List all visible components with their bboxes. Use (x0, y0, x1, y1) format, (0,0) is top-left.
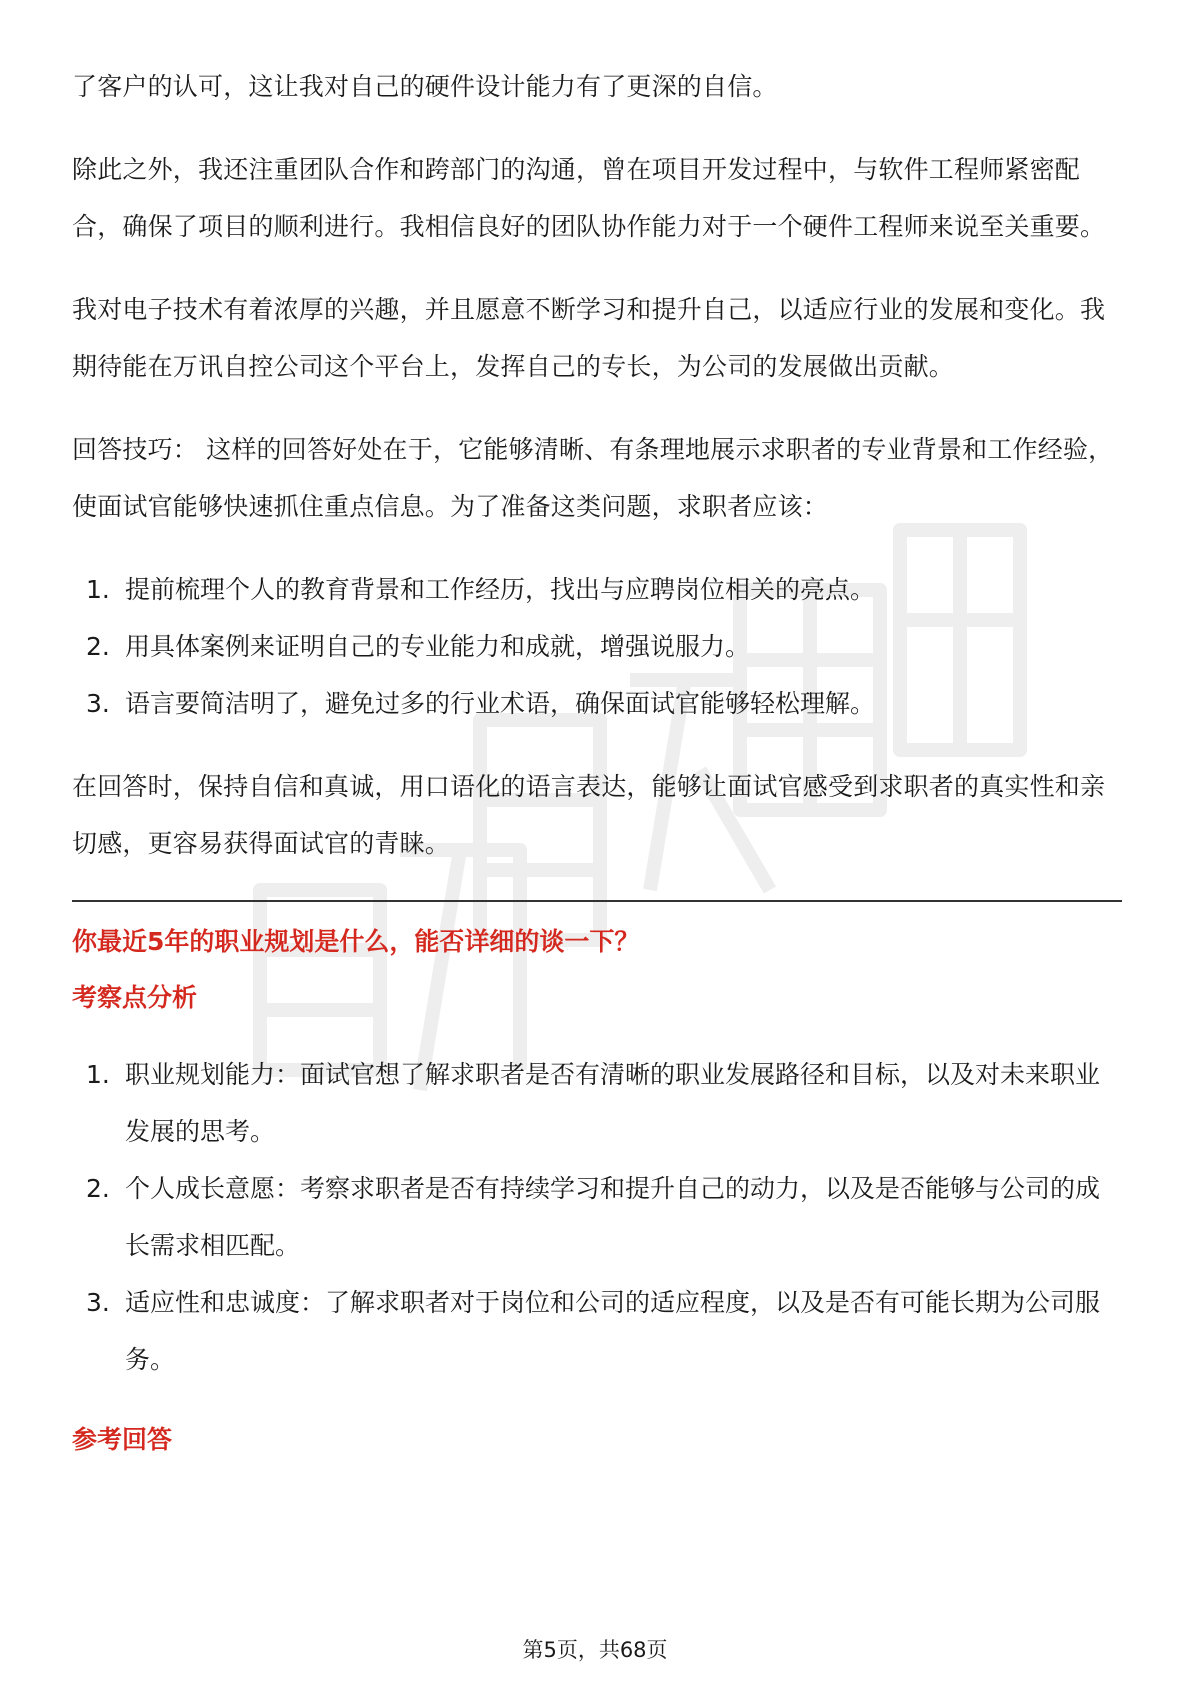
paragraph-teamwork: 除此之外，我还注重团队合作和跨部门的沟通，曾在项目开发过程中，与软件工程师紧密配合，确保了项目的顺利进行。我相信良好的团队协作能力对于一个硬件工程师来说至关重要。 (72, 155, 1106, 241)
list-number: 1. (86, 1060, 110, 1089)
list-text: 个人成长意愿：考察求职者是否有持续学习和提升自己的动力，以及是否能够与公司的成长需求相匹配。 (125, 1174, 1101, 1260)
list-item (72, 1274, 1122, 1388)
list-text: 职业规划能力：面试官想了解求职者是否有清晰的职业发展路径和目标，以及对未来职业发展的思考。 (125, 1060, 1101, 1146)
list-number: 1. (86, 575, 110, 604)
paragraph-customer-recognition: 了客户的认可，这让我对自己的硬件设计能力有了更深的自信。 (72, 72, 778, 101)
list-text: 用具体案例来证明自己的专业能力和成就，增强说服力。 (125, 632, 751, 661)
list-number: 3. (86, 1288, 110, 1317)
list-number: 3. (86, 689, 110, 718)
list-text: 语言要简洁明了，避免过多的行业术语，确保面试官能够轻松理解。 (125, 689, 876, 718)
paragraph-interest: 我对电子技术有着浓厚的兴趣，并且愿意不断学习和提升自己，以适应行业的发展和变化。我期待能在万讯自控公司这个平台上，发挥自己的专长，为公司的发展做出贡献。 (72, 295, 1106, 381)
reference-answer-heading: 参考回答 (72, 1425, 173, 1454)
list-item (72, 1160, 1122, 1274)
paragraph-answer-advice: 在回答时，保持自信和真诚，用口语化的语言表达，能够让面试官感受到求职者的真实性和亲切感，更容易获得面试官的青睐。 (72, 772, 1106, 858)
tips-list (72, 561, 1122, 732)
paragraph-answer-tips: 回答技巧： 这样的回答好处在于，它能够清晰、有条理地展示求职者的专业背景和工作经验，使面试官能够快速抓住重点信息。为了准备这类问题，求职者应该： (72, 435, 1114, 521)
list-item (72, 1046, 1122, 1160)
list-number: 2. (86, 1174, 110, 1203)
list-item (72, 675, 1122, 732)
list-item (72, 618, 1122, 675)
document-content (72, 58, 1122, 1468)
analysis-points-list (72, 1046, 1122, 1388)
list-text: 提前梳理个人的教育背景和工作经历，找出与应聘岗位相关的亮点。 (125, 575, 876, 604)
list-text: 适应性和忠诚度：了解求职者对于岗位和公司的适应程度，以及是否有可能长期为公司服务。 (125, 1288, 1101, 1374)
list-item (72, 561, 1122, 618)
question-title: 你最近5年的职业规划是什么，能否详细的谈一下？ (72, 927, 640, 956)
analysis-heading: 考察点分析 (72, 983, 198, 1012)
section-divider (72, 900, 1122, 902)
page-number: 第5页，共68页 (522, 1638, 668, 1662)
list-number: 2. (86, 632, 110, 661)
